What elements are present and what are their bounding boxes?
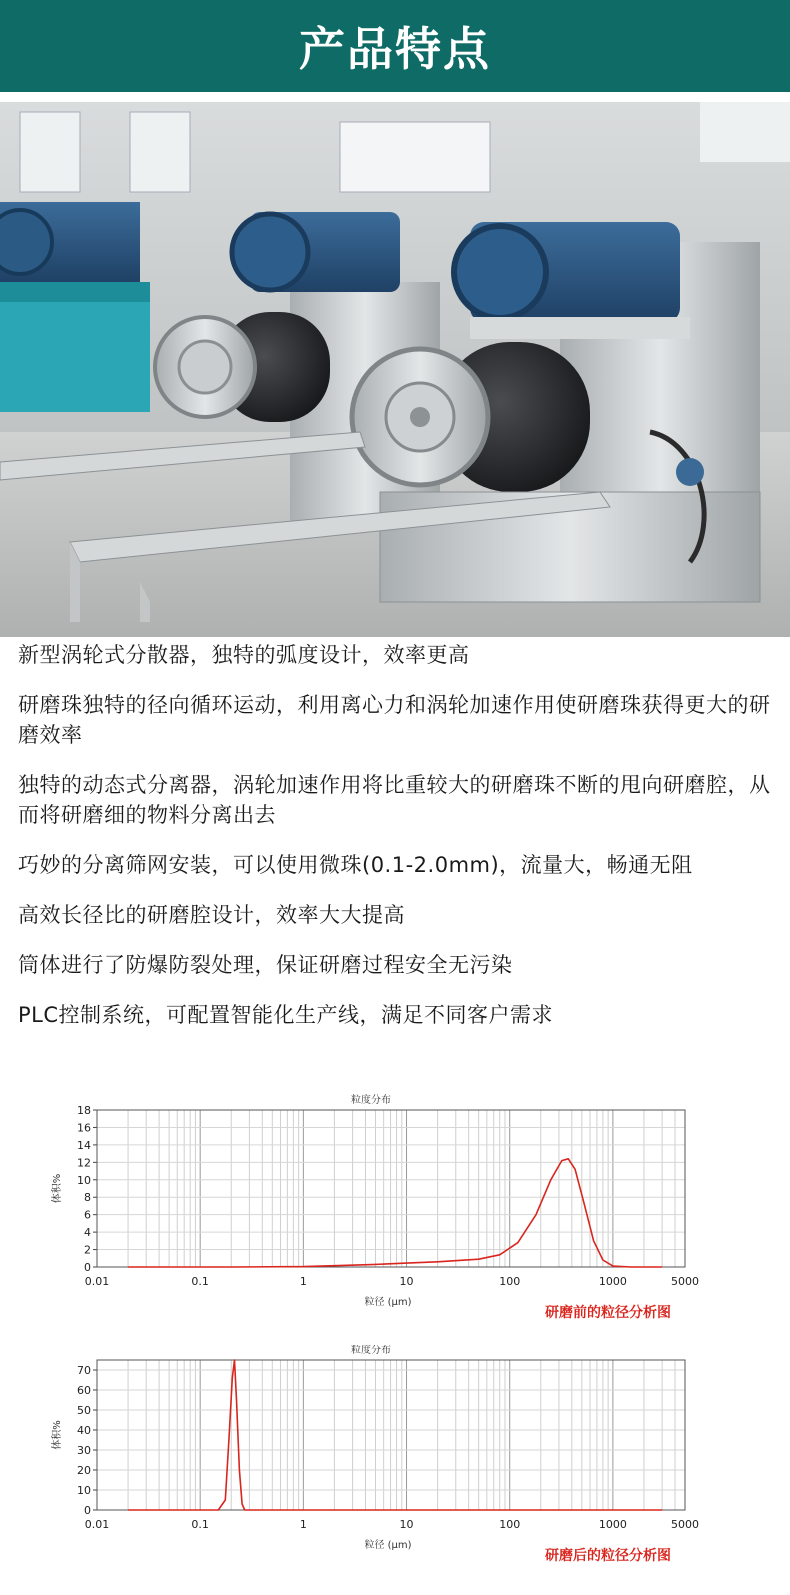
x-tick-label: 0.01: [84, 1518, 110, 1531]
x-tick-label: 5000: [671, 1275, 699, 1288]
feature-item: 研磨珠独特的径向循环运动，利用离心力和涡轮加速作用使研磨珠获得更大的研磨效率: [18, 693, 771, 747]
chart-caption: 研磨后的粒径分析图: [545, 1548, 671, 1564]
feature-item: 高效长径比的研磨腔设计，效率大大提高: [18, 903, 405, 927]
feature-item: 新型涡轮式分散器，独特的弧度设计，效率更高: [18, 643, 470, 667]
y-tick-label: 6: [84, 1208, 91, 1222]
x-tick-label: 10: [399, 1275, 414, 1288]
y-tick-label: 2: [84, 1243, 91, 1257]
chart-before: [0, 1090, 790, 1340]
x-axis-label: 粒径 (μm): [364, 1540, 412, 1551]
y-tick-label: 10: [77, 1173, 91, 1187]
x-tick-label: 1000: [598, 1518, 627, 1531]
y-tick-label: 20: [77, 1464, 91, 1477]
feature-item: 筒体进行了防爆防裂处理，保证研磨过程安全无污染: [18, 953, 513, 977]
y-tick-label: 4: [84, 1226, 91, 1240]
y-tick-label: 30: [77, 1444, 91, 1457]
y-tick-label: 60: [77, 1384, 91, 1397]
y-tick-label: 0: [84, 1504, 91, 1517]
y-tick-label: 18: [77, 1104, 91, 1117]
x-tick-label: 100: [499, 1518, 521, 1531]
y-tick-label: 14: [77, 1138, 91, 1152]
x-tick-label: 100: [499, 1275, 521, 1288]
y-tick-label: 0: [84, 1261, 91, 1274]
x-tick-label: 1: [299, 1275, 307, 1288]
title-banner: [0, 0, 790, 92]
y-tick-label: 40: [77, 1424, 91, 1437]
x-tick-label: 5000: [671, 1518, 699, 1531]
x-axis-label: 粒径 (μm): [364, 1297, 412, 1308]
chart-after-svg: [0, 1345, 790, 1595]
feature-item: 巧妙的分离筛网安装，可以使用微珠(0.1-2.0mm)，流量大，畅通无阻: [18, 853, 693, 877]
y-axis-label: 体积%: [52, 1420, 63, 1450]
product-photo: [0, 102, 790, 637]
feature-item: 独特的动态式分离器，涡轮加速作用将比重较大的研磨珠不断的甩向研磨腔，从而将研磨细的物料分离出去: [18, 773, 771, 827]
y-axis-label: 体积%: [52, 1173, 63, 1204]
chart-after: [0, 1345, 790, 1595]
y-tick-label: 12: [77, 1156, 91, 1170]
feature-item: PLC控制系统，可配置智能化生产线，满足不同客户需求: [18, 1003, 554, 1027]
x-tick-label: 1: [299, 1518, 307, 1531]
chart-title: 粒度分布: [351, 1345, 391, 1356]
y-tick-label: 16: [77, 1121, 91, 1135]
x-tick-label: 1000: [598, 1275, 627, 1288]
x-tick-label: 0.01: [84, 1275, 110, 1288]
chart-caption: 研磨前的粒径分析图: [545, 1305, 671, 1321]
page-title: 产品特点: [299, 22, 491, 76]
x-tick-label: 10: [399, 1518, 414, 1531]
y-tick-label: 10: [77, 1484, 91, 1497]
x-tick-label: 0.1: [191, 1518, 209, 1531]
y-tick-label: 70: [77, 1364, 91, 1377]
chart-before-svg: [0, 1090, 790, 1340]
machine-illustration: [0, 102, 790, 637]
y-tick-label: 8: [84, 1191, 91, 1205]
chart-title: 粒度分布: [351, 1095, 391, 1106]
x-tick-label: 0.1: [191, 1275, 209, 1288]
y-tick-label: 50: [77, 1404, 91, 1417]
feature-list: [18, 640, 778, 1050]
